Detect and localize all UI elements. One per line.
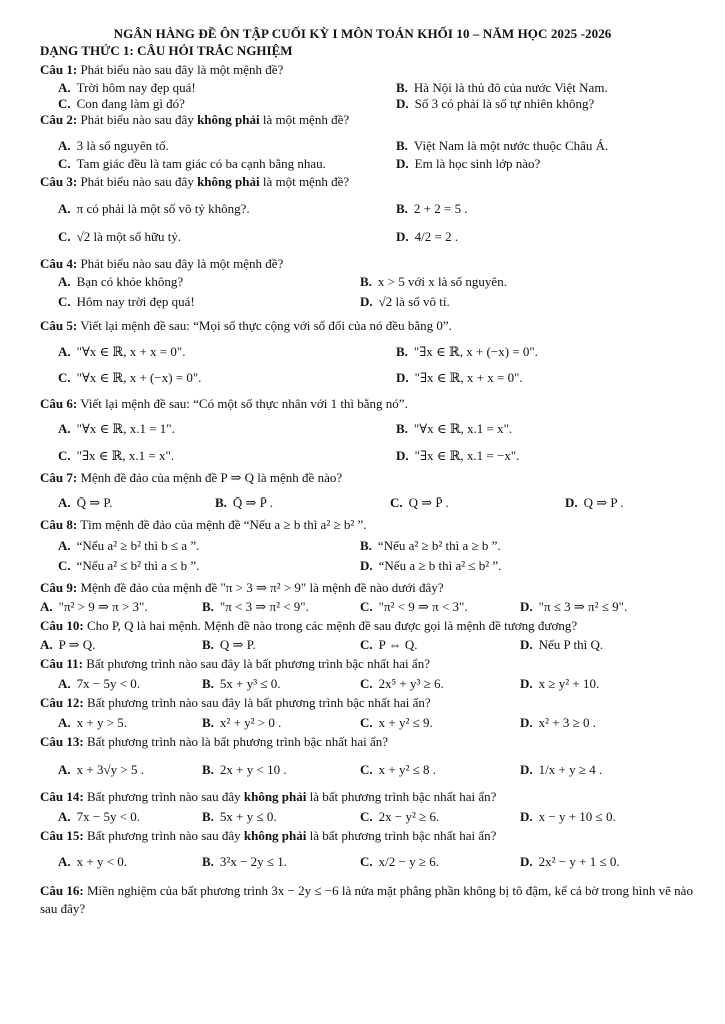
q2-option-d[interactable]: D. Em là học sinh lớp nào? (396, 156, 541, 171)
q12-option-d[interactable]: D. x² + 3 ≥ 0 . (520, 715, 597, 730)
q3-option-b[interactable]: B. 2 + 2 = 5 . (396, 201, 468, 216)
q10-option-c[interactable]: C. P ⇔ Q. (360, 637, 418, 652)
q8-option-c[interactable]: C. “Nếu a² ≤ b² thì a ≤ b ”. (58, 558, 200, 573)
q7-option-a[interactable]: A. Q̄ ⇒ P. (58, 495, 113, 510)
question-12: Câu 12: Bất phương trình nào sau đây là bất phương trình bậc nhất hai ẩn? (40, 695, 431, 710)
q14-option-a[interactable]: A. 7x − 5y < 0. (58, 809, 141, 824)
q2-option-b[interactable]: B. Việt Nam là một nước thuộc Châu Á. (396, 138, 609, 153)
q6-option-b[interactable]: B. "∀x ∈ ℝ, x.1 = x". (396, 421, 513, 436)
q12-option-b[interactable]: B. x² + y² > 0 . (202, 715, 282, 730)
q15-option-c[interactable]: C. x/2 − y ≥ 6. (360, 854, 439, 869)
q4-option-d[interactable]: D. √2 là số vô tỉ. (360, 294, 450, 309)
q5-option-d[interactable]: D. "∃x ∈ ℝ, x + x = 0". (396, 370, 523, 385)
q3-option-c[interactable]: C. √2 là một số hữu tỷ. (58, 229, 182, 244)
q10-option-a[interactable]: A. P ⇒ Q. (40, 637, 96, 652)
q5-option-c[interactable]: C. "∀x ∈ ℝ, x + (−x) = 0". (58, 370, 202, 385)
q2-option-a[interactable]: A. 3 là số nguyên tố. (58, 138, 169, 153)
q1-option-d[interactable]: D. Số 3 có phải là số tự nhiên không? (396, 96, 595, 111)
q7-option-c[interactable]: C. Q ⇒ P̄ . (390, 495, 449, 510)
q3-option-d[interactable]: D. 4/2 = 2 . (396, 229, 459, 244)
question-5: Câu 5: Viết lại mệnh đề sau: “Mọi số thực cộng với số đối của nó đều bằng 0”. (40, 318, 452, 333)
q8-option-b[interactable]: B. “Nếu a² ≥ b² thì a ≥ b ”. (360, 538, 501, 553)
q12-option-a[interactable]: A. x + y > 5. (58, 715, 128, 730)
question-11: Câu 11: Bất phương trình nào sau đây là bất phương trình bậc nhất hai ẩn? (40, 656, 430, 671)
q8-option-d[interactable]: D. “Nếu a ≥ b thì a² ≤ b² ”. (360, 558, 502, 573)
question-16: Câu 16: Miền nghiệm của bất phương trình 3x − 2y ≤ −6 là nửa mặt phẳng phần không bị tô đậm, kể cả bờ trong hình vẽ nào sau đây? (40, 883, 693, 916)
q3-option-a[interactable]: A. π có phải là một số vô tỷ không?. (58, 201, 250, 216)
q13-option-b[interactable]: B. 2x + y < 10 . (202, 762, 287, 777)
q5-option-a[interactable]: A. "∀x ∈ ℝ, x + x = 0". (58, 344, 186, 359)
q13-option-a[interactable]: A. x + 3√y > 5 . (58, 762, 144, 777)
q15-option-b[interactable]: B. 3²x − 2y ≤ 1. (202, 854, 288, 869)
question-number: Câu 1: (40, 62, 78, 77)
question-13: Câu 13: Bất phương trình nào là bất phương trình bậc nhất hai ẩn? (40, 734, 389, 749)
q1-option-a[interactable]: A. Trời hôm nay đẹp quá! (58, 80, 196, 95)
q4-option-c[interactable]: C. Hôm nay trời đẹp quá! (58, 294, 195, 309)
question-6: Câu 6: Viết lại mệnh đề sau: “Có một số thực nhân với 1 thì bằng nó”. (40, 396, 408, 411)
q1-option-c[interactable]: C. Con đang làm gì đó? (58, 96, 185, 111)
question-14: Câu 14: Bất phương trình nào sau đây không phải là bất phương trình bậc nhất hai ẩn? (40, 789, 497, 804)
q9-option-a[interactable]: A. "π² > 9 ⇒ π > 3". (40, 599, 148, 614)
q8-option-a[interactable]: A. “Nếu a² ≥ b² thì b ≤ a ”. (58, 538, 200, 553)
q9-option-d[interactable]: D. "π ≤ 3 ⇒ π² ≤ 9". (520, 599, 628, 614)
q13-option-c[interactable]: C. x + y² ≤ 8 . (360, 762, 437, 777)
question-10: Câu 10: Cho P, Q là hai mệnh. Mệnh đề nào trong các mệnh đề sau được gọi là mệnh đề tương đương? (40, 618, 578, 633)
question-7: Câu 7: Mệnh đề đảo của mệnh đề P ⇒ Q là mệnh đề nào? (40, 470, 343, 485)
q11-option-c[interactable]: C. 2x⁵ + y³ ≥ 6. (360, 676, 444, 691)
question-4: Câu 4: Phát biểu nào sau đây là một mệnh đề? (40, 256, 284, 271)
q7-option-b[interactable]: B. Q̄ ⇒ P̄ . (215, 495, 273, 510)
q6-option-d[interactable]: D. "∃x ∈ ℝ, x.1 = −x". (396, 448, 520, 463)
question-text: Phát biểu nào sau đây là một mệnh đề? (80, 62, 284, 77)
q6-option-a[interactable]: A. "∀x ∈ ℝ, x.1 = 1". (58, 421, 175, 436)
question-2: Câu 2: Phát biểu nào sau đây không phải là một mệnh đề? (40, 112, 350, 127)
q11-option-a[interactable]: A. 7x − 5y < 0. (58, 676, 141, 691)
q14-option-c[interactable]: C. 2x − y² ≥ 6. (360, 809, 440, 824)
q13-option-d[interactable]: D. 1/x + y ≥ 4 . (520, 762, 603, 777)
q4-option-a[interactable]: A. Bạn có khỏe không? (58, 274, 184, 289)
question-3: Câu 3: Phát biểu nào sau đây không phải là một mệnh đề? (40, 174, 350, 189)
q10-option-d[interactable]: D. Nếu P thì Q. (520, 637, 604, 652)
q7-option-d[interactable]: D. Q ⇒ P . (565, 495, 624, 510)
question-9: Câu 9: Mệnh đề đảo của mệnh đề "π > 3 ⇒ π² > 9" là mệnh đề nào dưới đây? (40, 580, 444, 595)
q15-option-d[interactable]: D. 2x² − y + 1 ≤ 0. (520, 854, 620, 869)
q1-option-b[interactable]: B. Hà Nội là thủ đô của nước Việt Nam. (396, 80, 608, 95)
q11-option-b[interactable]: B. 5x + y³ ≤ 0. (202, 676, 281, 691)
q2-option-c[interactable]: C. Tam giác đều là tam giác có ba cạnh bằng nhau. (58, 156, 326, 171)
page-title: NGÂN HÀNG ĐỀ ÔN TẬP CUỐI KỲ I MÔN TOÁN KHỐI 10 – NĂM HỌC 2025 -2026 (113, 26, 612, 41)
q5-option-b[interactable]: B. "∃x ∈ ℝ, x + (−x) = 0". (396, 344, 538, 359)
q6-option-c[interactable]: C. "∃x ∈ ℝ, x.1 = x". (58, 448, 175, 463)
q10-option-b[interactable]: B. Q ⇒ P. (202, 637, 256, 652)
q9-option-b[interactable]: B. "π < 3 ⇒ π² < 9". (202, 599, 309, 614)
question-1 (40, 62, 283, 77)
q4-option-b[interactable]: B. x > 5 với x là số nguyên. (360, 274, 507, 289)
q11-option-d[interactable]: D. x ≥ y² + 10. (520, 676, 600, 691)
q14-option-d[interactable]: D. x − y + 10 ≤ 0. (520, 809, 616, 824)
q9-option-c[interactable]: C. "π² < 9 ⇒ π < 3". (360, 599, 468, 614)
q12-option-c[interactable]: C. x + y² ≤ 9. (360, 715, 433, 730)
question-8: Câu 8: Tìm mệnh đề đảo của mệnh đề “Nếu a ≥ b thì a² ≥ b² ”. (40, 517, 367, 532)
section-heading: DẠNG THỨC 1: CÂU HỎI TRẮC NGHIỆM (40, 43, 293, 58)
question-15: Câu 15: Bất phương trình nào sau đây không phải là bất phương trình bậc nhất hai ẩn? (40, 828, 497, 843)
q15-option-a[interactable]: A. x + y < 0. (58, 854, 128, 869)
q14-option-b[interactable]: B. 5x + y ≤ 0. (202, 809, 277, 824)
